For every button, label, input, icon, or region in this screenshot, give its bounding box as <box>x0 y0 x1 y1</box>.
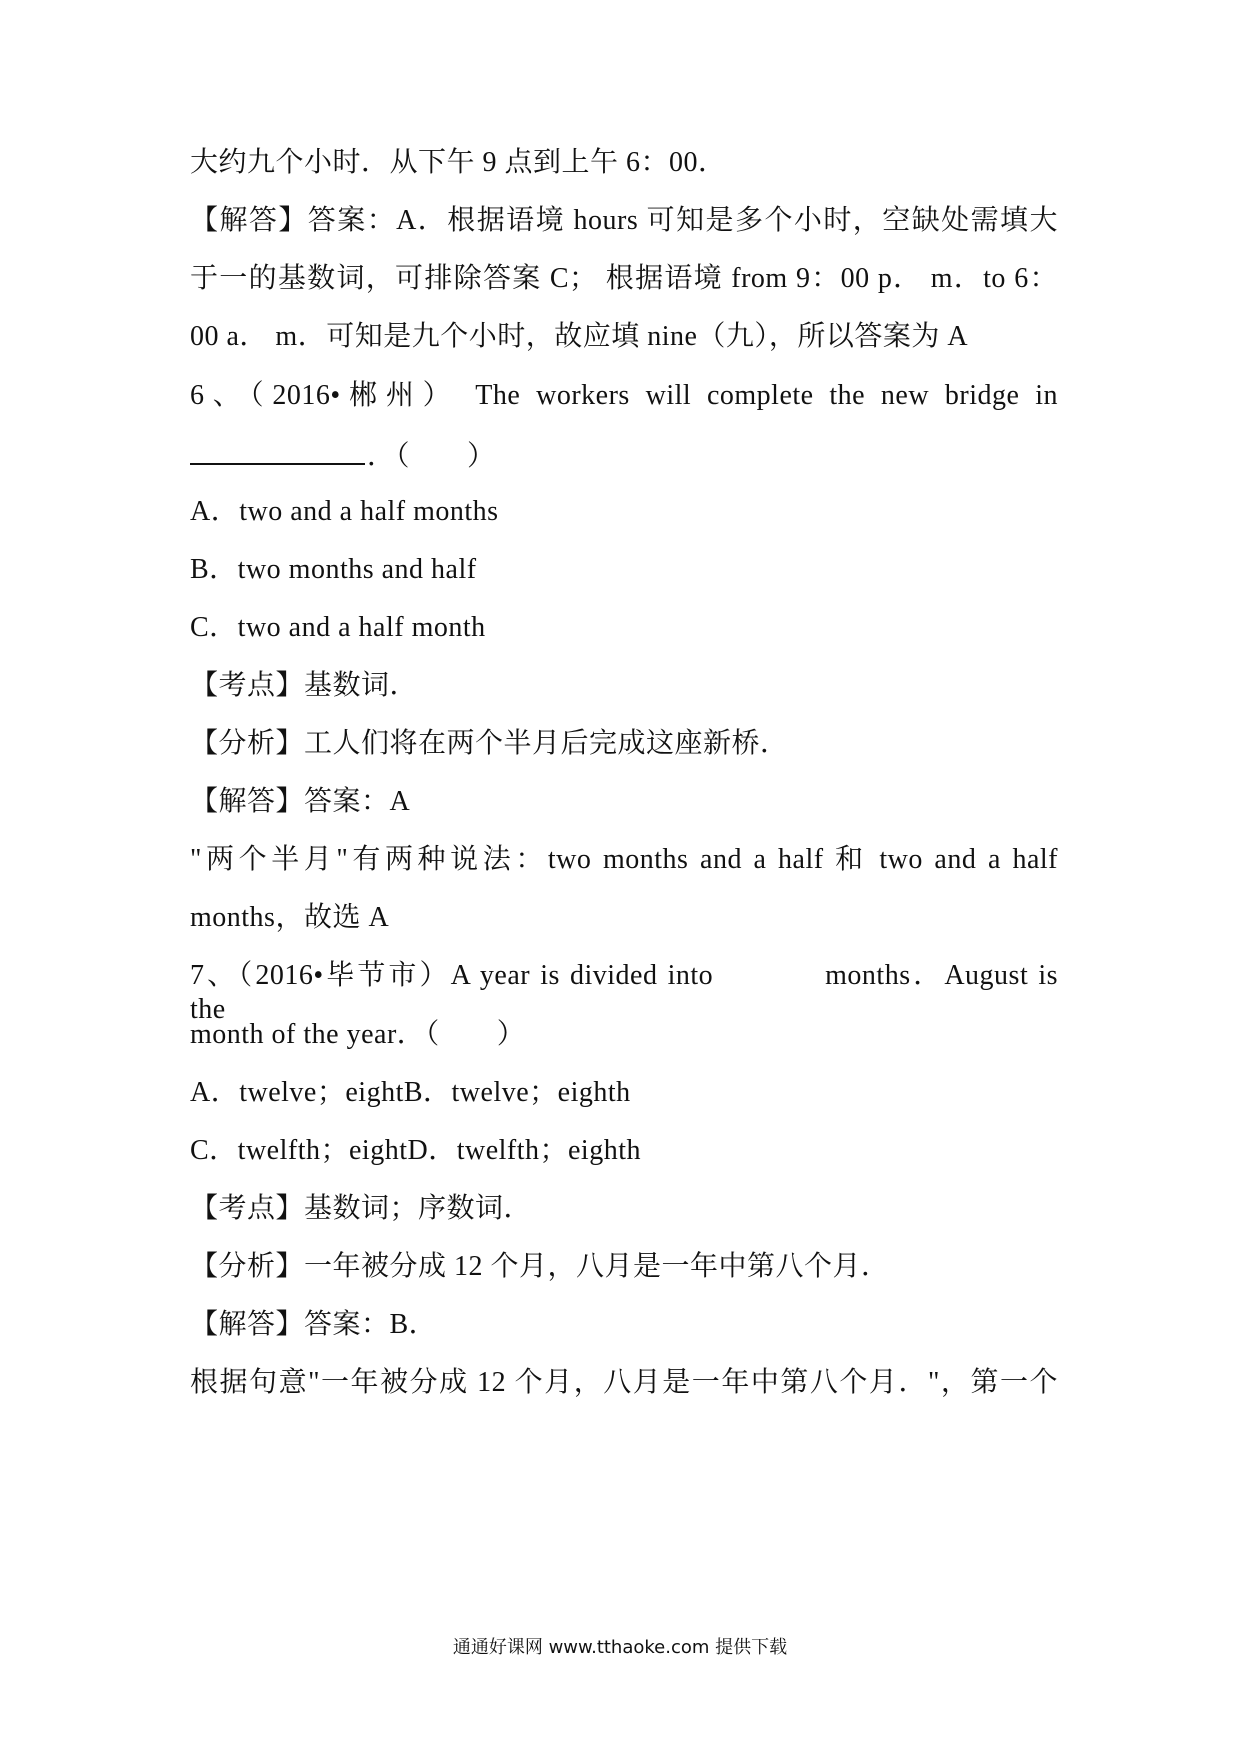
key-point: 【考点】基数词． <box>190 670 419 701</box>
question-7-stem <box>190 959 1058 1027</box>
key-point: 【考点】基数词；序数词． <box>190 1193 533 1224</box>
answer-line: 【解答】答案：B． <box>190 1309 438 1340</box>
explanation-line: "两个半月"有两种说法：two months and a half 和 two and a half <box>190 844 1058 875</box>
question-7-part-1: 7、（2016•毕节市）A year is divided into <box>190 960 714 991</box>
answer-paren: ．（ ） <box>367 441 496 472</box>
answer-blank <box>190 437 365 465</box>
text-line: 于一的基数词，可排除答案 C； 根据语境 from 9：00 p． m．to 6： <box>190 263 1058 294</box>
options-a-b: A．twelve；eightB．twelve；eighth <box>190 1077 631 1108</box>
answer-line: 【解答】答案：A．根据语境 hours 可知是多个小时，空缺处需填大 <box>190 205 1058 236</box>
question-7-stem-cont: month of the year．（ ） <box>190 1019 526 1050</box>
explanation-line: 根据句意"一年被分成 12 个月，八月是一年中第八个月．"，第一个 <box>190 1367 1058 1398</box>
option-c: C．two and a half month <box>190 612 486 643</box>
answer-line: 【解答】答案：A <box>190 786 411 817</box>
text-line: 大约九个小时．从下午 9 点到上午 6：00． <box>190 147 727 178</box>
options-c-d: C．twelfth；eightD．twelfth；eighth <box>190 1135 641 1166</box>
question-7-part-2: months．August is the <box>190 960 1058 1025</box>
text-line: 00 a． m．可知是九个小时，故应填 nine（九），所以答案为 A <box>190 321 969 352</box>
question-6-stem: 6、（2016•郴州） The workers will complete the new bridge in <box>190 380 1058 411</box>
explanation-line: months，故选 A <box>190 902 390 933</box>
option-a: A．two and a half months <box>190 496 499 527</box>
question-6-blank-line <box>190 437 496 474</box>
option-b: B．two months and half <box>190 554 477 585</box>
analysis: 【分析】工人们将在两个半月后完成这座新桥． <box>190 728 789 759</box>
analysis: 【分析】一年被分成 12 个月，八月是一年中第八个月． <box>190 1251 890 1282</box>
page-footer: 通通好课网 www.tthaoke.com 提供下载 <box>452 1637 788 1658</box>
